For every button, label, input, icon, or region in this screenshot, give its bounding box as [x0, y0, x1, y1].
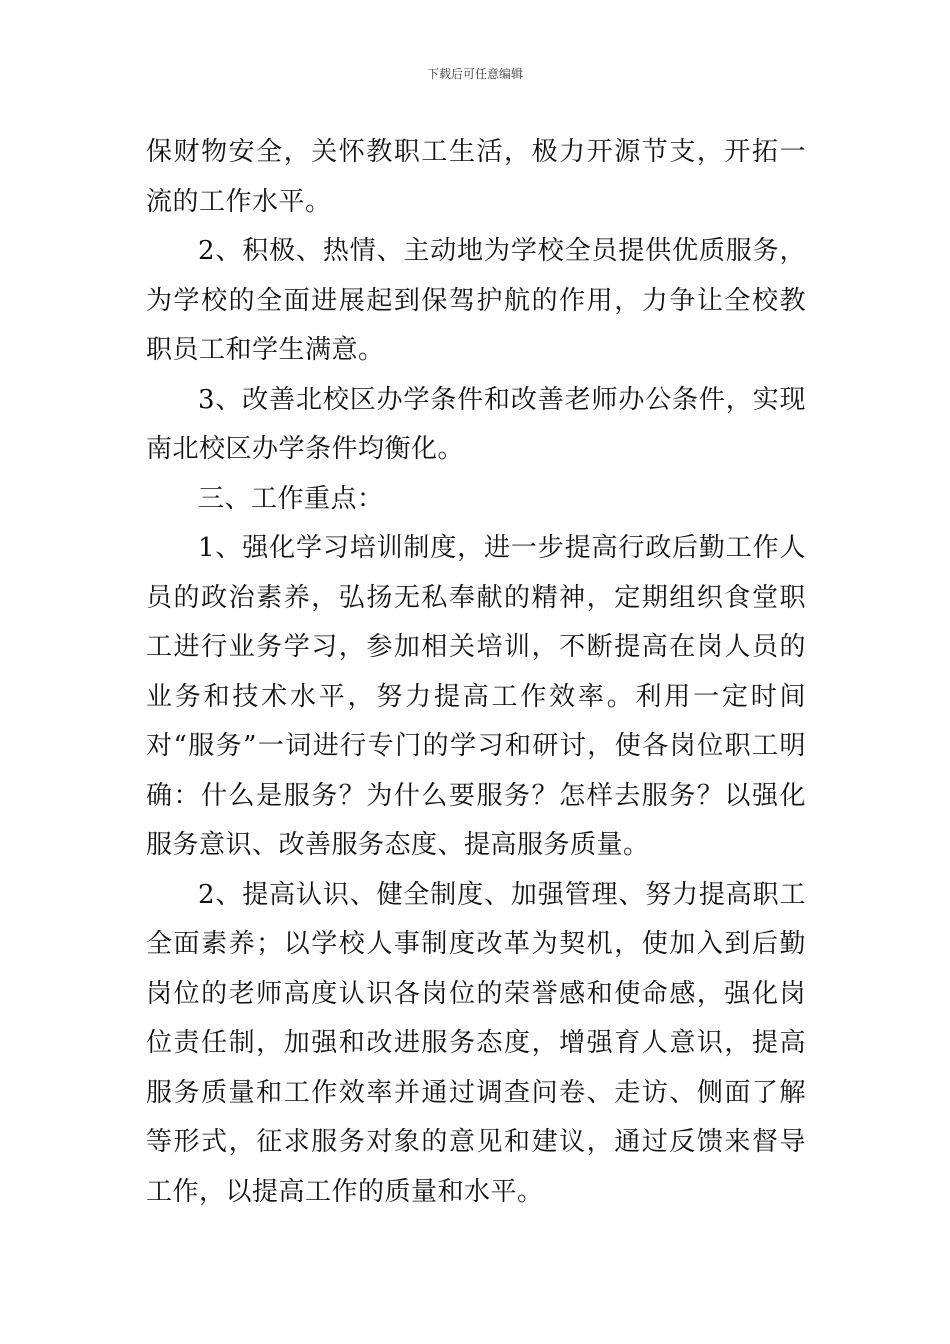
paragraph-focus-2: 2、提高认识、健全制度、加强管理、努力提高职工全面素养；以学校人事制度改革为契机，使加入到后勤岗位的老师高度认识各岗位的荣誉感和使命感，强化岗位责任制，加强和改进服务态度，增强育人意识，提高服务质量和工作效率并通过调查问卷、走访、侧面了解等形式，征求服务对象的意见和建议，通过反馈来督导工作，以提高工作的质量和水平。: [146, 879, 806, 1207]
paragraph-goal-3: 3、改善北校区办学条件和改善老师办公条件，实现南北校区办学条件均衡化。: [146, 384, 806, 464]
paragraph-continuation: 保财物安全，关怀教职工生活，极力开源节支，开拓一流的工作水平。: [146, 137, 806, 217]
paragraph-goal-2: 2、积极、热情、主动地为学校全员提供优质服务，为学校的全面进展起到保驾护航的作用，力争让全校教职员工和学生满意。: [146, 236, 806, 365]
document-body: [146, 128, 806, 1217]
section-heading-work-focus: 三、工作重点：: [198, 483, 384, 514]
paragraph-focus-1: 1、强化学习培训制度，进一步提高行政后勤工作人员的政治素养，弘扬无私奉献的精神，定期组织食堂职工进行业务学习，参加相关培训，不断提高在岗人员的业务和技术水平，努力提高工作效率。利用一定时间对“服务”一词进行专门的学习和研讨，使各岗位职工明确：什么是服务？为什么要服务？怎样去服务？以强化服务意识、改善服务态度、提高服务质量。: [146, 533, 806, 860]
page-header-note: 下载后可任意编辑: [426, 67, 523, 81]
